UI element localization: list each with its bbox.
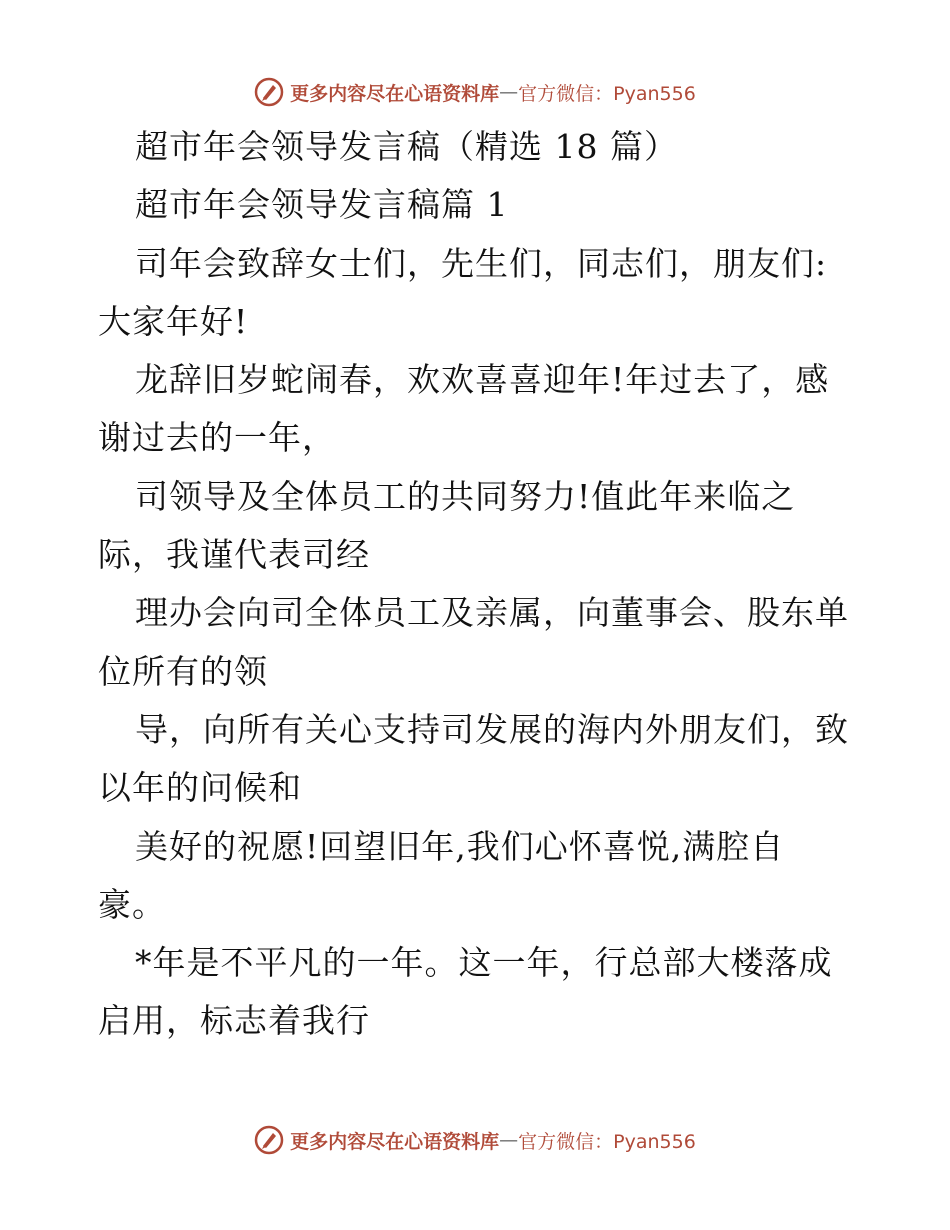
- watermark-text: 更多内容尽在心语资料库: [290, 82, 500, 105]
- paragraph-line: 谢过去的一年，: [98, 418, 336, 458]
- paragraph-line: 导，向所有关心支持司发展的海内外朋友们，致: [135, 709, 849, 749]
- pen-logo-icon: [254, 77, 284, 107]
- header-watermark: [0, 72, 950, 112]
- paragraph-line: 大家年好!: [98, 301, 249, 341]
- paragraph-line: 位所有的领: [98, 651, 268, 691]
- paragraph-line: 司年会致辞女士们，先生们，同志们，朋友们:: [135, 243, 828, 283]
- paragraph-line: 理办会向司全体员工及亲属，向董事会、股东单: [135, 593, 849, 633]
- watermark-text: 更多内容尽在心语资料库: [290, 1130, 500, 1153]
- paragraph-line: 豪。: [98, 884, 166, 924]
- document-title: 超市年会领导发言稿（精选 18 篇）: [135, 127, 678, 166]
- document-body: [98, 118, 858, 1051]
- watermark-separator: —: [499, 81, 519, 103]
- pen-logo-icon: [254, 1125, 284, 1155]
- paragraph-line: 美好的祝愿!回望旧年,我们心怀喜悦,满腔自: [135, 826, 785, 866]
- paragraph-line: 龙辞旧岁蛇闹春，欢欢喜喜迎年!年过去了，感: [135, 360, 830, 400]
- footer-watermark: [0, 1120, 950, 1160]
- paragraph-line: 以年的问候和: [98, 768, 302, 808]
- watermark-separator: —: [499, 1129, 519, 1151]
- paragraph-line: 司领导及全体员工的共同努力!值此年来临之: [135, 476, 796, 516]
- section-heading: 超市年会领导发言稿篇 1: [135, 185, 509, 225]
- paragraph-line: 际，我谨代表司经: [98, 535, 370, 575]
- watermark-wechat: 官方微信：Pyan556: [518, 1130, 696, 1153]
- paragraph-line: *年是不平凡的一年。这一年，行总部大楼落成: [135, 943, 833, 983]
- watermark-wechat: 官方微信：Pyan556: [518, 82, 696, 105]
- paragraph-line: 启用，标志着我行: [98, 1001, 370, 1041]
